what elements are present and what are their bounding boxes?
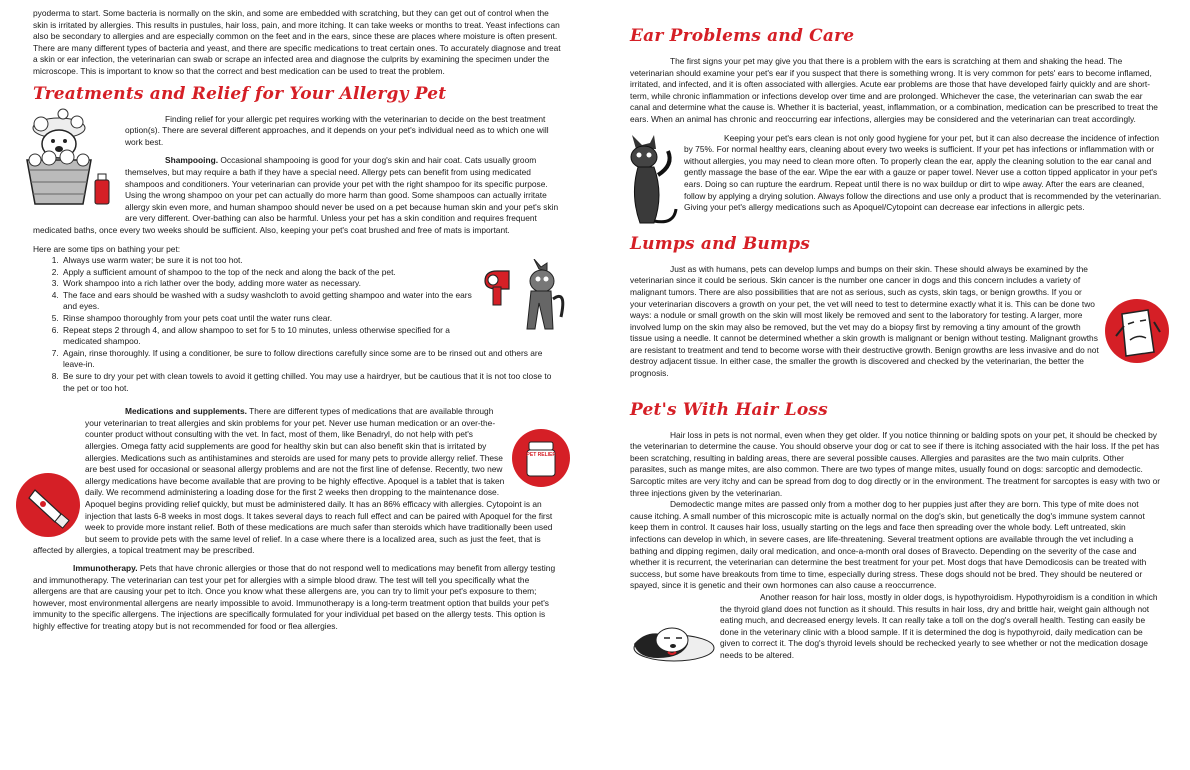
immunotherapy-label: Immunotherapy. xyxy=(73,562,138,573)
scratching-cat-illustration xyxy=(624,135,680,231)
bathing-dog-illustration xyxy=(19,108,119,218)
hair-heading: Pet's With Hair Loss xyxy=(630,399,828,420)
left-column xyxy=(33,8,563,633)
pill-bottle-illustration xyxy=(511,428,571,488)
medications-paragraph xyxy=(33,406,563,557)
hair-paragraph-3: Another reason for hair loss, mostly in older dogs, is hypothyroidism. Hypothyroidism is a condition in which the thyroid gland does not function as it should. This results in hair loss, dry and brittle hair, weight gain although not eating much, and decreased energy levels. It can really take a toll on the dog's overall health. Testing can easily be done in the veterinary clinic with a blood sample. If it is determined the dog is hypothyroid, daily medication can be given to correct it. The dog's thyroid levels should be rechecked yearly to see whether or not the medication dosage needs to be altered. xyxy=(720,591,1158,660)
immunotherapy-paragraph xyxy=(33,563,563,633)
list-item: 2. Apply a sufficient amount of shampoo to the top of the neck and along the back of the pet. xyxy=(61,267,563,279)
ear-heading: Ear Problems and Care xyxy=(630,26,855,46)
right-column xyxy=(630,26,1162,664)
hair-paragraph-2: Demodectic mange mites are passed only from a mother dog to her puppies just after they are born. This type of mite does not cause itching. A small number of this microscopic mite is actually normal on the dog's skin, but genetically the dog's immune system cannot keep them in control. It causes hair loss, usually starting on the legs and face then spreading over the whole body. Left untreated, skin infections can develop in which, in severe cases, are life-threatening. Several treatment options are available through the vet including a bathing and dipping regimen, daily oral medication, and once-a-month oral doses of Bravecto. Depending on the severity of the case and whether it is recurrent, the veterinarian can determine the best treatment for your pet. Most dogs that have Demodicosis can be treated with success, but some have breakouts from time to time, especially during stress. These dogs should not be bred. They should be neutered or spayed, since it is genetic and their own hormones can also cause a reoccurrence. xyxy=(630,499,1147,591)
worried-face-icon xyxy=(1104,296,1170,366)
hairdryer-cat-icon xyxy=(479,259,569,337)
treatments-heading: Treatments and Relief for Your Allergy Pet xyxy=(33,83,447,104)
worried-face-illustration xyxy=(1104,296,1170,366)
shampooing-text: Occasional shampooing is good for your dog's skin and hair coat. Cats usually groom themselves, but may require a bath if they have a special need. Allergy pets can benefit from using medicated shampoos and conditioners. Your veterinarian can provide your pet with the right shampoo for its specific purpose. Using the wrong shampoo on your pet can actually do more harm than good. Some shampoos can actually irritate allergy skin even more, and human shampoo should never be used on a pet because human skin and your pet's skin are very different. Over-bathing can also be harmful. Unless your pet has a skin condition and requires frequent medicated baths, once every two weeks should be sufficient. Also, keeping your pet's coat brushed and free of mats is important. xyxy=(33,155,559,235)
intro-paragraph: pyoderma to start. Some bacteria is normally on the skin, and some are embedded with scratching, but they can get out of control when the skin is irritated by allergies. This results in pustules, hair loss, pain, and more itching. It can take weeks or months to treat. Yeast infections can also be secondary to allergies and are especially common on the feet and in the ears, since these are places where moisture is often present. There are many different types of bacteria and yeast, and there are specific medications to treat certain ones. To accurately diagnose and treat a skin or ear infection, the veterinarian can swab or scrape an infected area and diagnose the culprits by examining the specimen under the microscope. This is important to know so that the correct and best medication can be used to treat the problem. xyxy=(33,8,561,76)
lumps-heading: Lumps and Bumps xyxy=(630,233,811,254)
list-item: 5. Rinse shampoo thoroughly from your pets coat until the water runs clear. xyxy=(61,313,563,325)
list-item: 3. Work shampoo into a rich lather over the body, adding more water as necessary. xyxy=(61,278,563,290)
list-item: 4. The face and ears should be washed with a sudsy washcloth to avoid getting shampoo and water into the ears and eyes. xyxy=(61,290,563,313)
sleeping-dog-illustration xyxy=(628,614,716,664)
ointment-tube-illustration xyxy=(15,472,81,538)
bottle-label: PET RELIEF xyxy=(526,452,556,459)
pill-bottle-icon xyxy=(511,428,571,488)
lumps-paragraph: Just as with humans, pets can develop lumps and bumps on their skin. These should always be examined by the veterinarian since it could be serious. Skin cancer is the number one cancer in dogs and this concern includes a variety of malignant tumors. There are also possibilities that are not as serious, such as cysts, skin tags, or benign growths. If you or your veterinarian discovers a growth on your pet, the vet will need to test to determine exactly what it is. This can be done two ways: a nodule or small growth on the skin will most likely be removed and sent to the laboratory for testing. A larger, more involved lump on the skin may also be removed, but the vet may do a biopsy first by removing a tiny amount of the growth tissue using a needle. It cannot be determined whether a skin growth is malignant or benign without testing. Malignant growths are resistant to treatment and tend to become worse with their destructive growth. Benign growths are less invasive and do not destroy adjacent tissue. In either case, the smaller the growth is discovered and checked by the veterinarian, the better the prognosis. xyxy=(630,263,1099,379)
ear-paragraph-1: The first signs your pet may give you that there is a problem with the ears is scratching at them and shaking the head. The veterinarian should examine your pet's ear if you suspect that there is something wrong. It is very common for pets' ears to become inflamed, irritated, and infected, and it is often associated with allergies. Acute ear problems are those that have developed fairly quickly and are short-term, while chronic inflammation or infections develop over time and are prolonged. Whichever the case, the veterinarian can swab the ear canal and determine what the cause is. Whether it is bacterial, yeast, inflammation, or a combination, medication can be prescribed to treat the ears. When an animal has chronic and reoccurring ear infections, allergies may be considered and the veterinarian can treat accordingly. xyxy=(630,56,1158,124)
medications-text: There are different types of medications that are available through your veterinarian to treat allergies and skin problems for your pet. Never use human medication or an over-the-counter product without consulting with the vet. In fact, most of them, like Benadryl, do not help with pet's allergies. Omega fatty acid supplements are good for healthy skin but can also benefit skin that is irritated by allergies. Medications such as antihistamines and steroids are used for many pets to provide allergy relief. These are best used for occasional or seasonal allergy problems and are not the first line of defense. Recently, two new allergy medications have become available that are proving to be highly effective. Apoquel is a tablet that is taken daily. We recommend administering a loading dose for the first 2 weeks then dropping to the maintenance dose. Apoquel begins providing relief quickly, but must be administered daily. It has an 86% efficacy with allergies. Cytopoint is an injection that lasts 6-8 weeks in most dogs. It takes several days to reach full effect and can be paired with Apoquel for the first week to provide more instant relief. Both of these medications are much safer than steroids which have traditionally been used but seem to provide pets with the same level of relief. In a case where there is a localized area, such as just the feet, that is affected by allergies, a topical treatment may be prescribed. xyxy=(33,406,553,556)
list-item: 1. Always use warm water; be sure it is not too hot. xyxy=(61,255,563,267)
ointment-tube-icon xyxy=(15,472,81,538)
medications-label: Medications and supplements. xyxy=(125,406,247,417)
bathing-dog-icon xyxy=(19,108,119,218)
hairdryer-cat-illustration xyxy=(479,259,569,337)
tips-intro: Here are some tips on bathing your pet: xyxy=(33,243,181,254)
list-item: 6. Repeat steps 2 through 4, and allow shampoo to set for 5 to 10 minutes, unless otherwise specified for a medicated shampoo. xyxy=(61,325,563,348)
shampooing-label: Shampooing. xyxy=(165,155,219,166)
immunotherapy-text: Pets that have chronic allergies or those that do not respond well to medications may benefit from allergy testing and immunotherapy. The veterinarian can test your pet for allergies with a simple blood draw. The test will tell you specifically what the allergens are that are causing your pet to itch. Once you know what these allergens are, you can try to limit your pet's exposure to them; however, most environmental allergens are nearly impossible to avoid. Immunotherapy is a long-term treatment option that builds your pet's immunity to the specific allergens. The injections are specifically formulated for your individual pet based on the allergy tests. This option is highly effective for treating atopy but is not recommended for food or flea allergies. xyxy=(33,562,556,631)
list-item: 8. Be sure to dry your pet with clean towels to avoid it getting chilled. You may use a hairdryer, but be cautious that it is not too close to the pet or too hot. xyxy=(61,371,563,394)
ear-paragraph-2: Keeping your pet's ears clean is not only good hygiene for your pet, but it can also decrease the incidence of infection by 75%. For normal healthy ears, cleaning about every two weeks is sufficient. If your pet has infections or inflammation with or without allergies, you may need to clean more often. To properly clean the ear, apply the cleaning solution to the ear canal and gently massage the base of the ear. Wipe the ear with a gauze or paper towel. Never use a cotton tipped applicator in your pet's ears. Doing so can rupture the eardrum. Repeat until there is no wax buildup or dirt to wipe away. After the ears are cleaned, follow by applying a drying solution. Always follow the directions and use only a product that is recommended by the veterinarian. Giving your pet's allergy medications such as Apoquel/Cytopoint can decrease ear infections in allergic pets. xyxy=(684,132,1162,213)
hair-paragraph-1: Hair loss in pets is not normal, even when they get older. If you notice thinning or balding spots on your pet, it should be checked by the veterinarian to determine the cause. You should observe your dog or cat to see if there is itching associated with the hair loss. If the pet has been scratching, resulting in balding areas, there are several possible causes. Allergies and parasites are the two main culprits. Other parasites, such as mange mites, are also common. There are two types of mange mites, usually found on dogs: sarcoptic and demodectic. Sarcoptic mites are very itchy and can be spread from dog to dog directly or in the environment. The treatment for sarcoptes is easy with two or three injections given by the veterinarian. xyxy=(630,429,1161,498)
sleeping-dog-icon xyxy=(628,614,716,664)
treatments-intro: Finding relief for your allergic pet requires working with the veterinarian to decide on the best treatment option(s). There are several different approaches, and it depends on your pet's individual need as to which one will work best. xyxy=(125,113,549,147)
scratching-cat-icon xyxy=(624,135,680,231)
list-item: 7. Again, rinse thoroughly. If using a conditioner, be sure to follow directions carefully since some are to be rinsed out and others are leave-in. xyxy=(61,348,563,371)
